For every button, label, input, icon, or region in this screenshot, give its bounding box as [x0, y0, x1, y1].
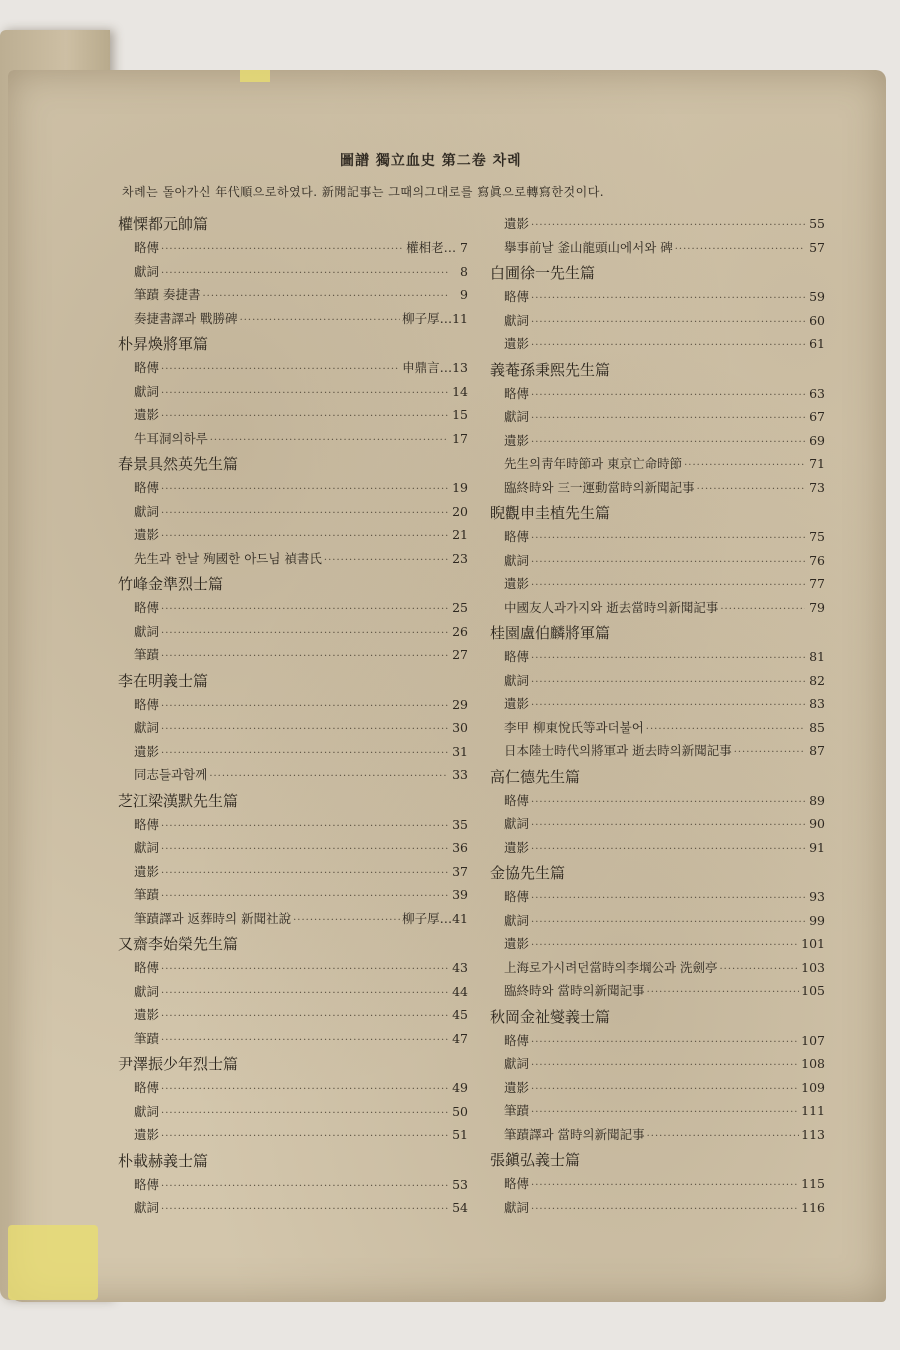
entry-label: 獻詞: [504, 672, 530, 688]
toc-entry: [118, 476, 468, 500]
entry-page-number: 14: [452, 383, 468, 399]
entry-label: 遺影: [134, 743, 160, 759]
toc-entry: [118, 693, 468, 717]
chapter-heading: 睨觀申圭植先生篇: [490, 504, 611, 522]
dot-leader: [161, 1029, 448, 1053]
dot-leader: [209, 765, 448, 789]
tape-mark-top: [240, 70, 270, 82]
entry-label: 獻詞: [134, 983, 160, 999]
entry-page-number: 79: [809, 599, 825, 615]
entry-page-number: 31: [452, 743, 468, 759]
dot-leader: [531, 838, 805, 862]
entry-label: 遺影: [504, 696, 530, 711]
entry-page-number: 77: [809, 576, 825, 591]
dot-leader: [531, 527, 805, 551]
chapter-heading: 朴昇煥將軍篇: [118, 335, 209, 353]
chapter-heading: 桂園盧伯麟將軍篇: [490, 624, 611, 642]
entry-label: 獻詞: [504, 312, 530, 328]
toc-entry: [118, 236, 468, 260]
chapter-heading: 尹澤振少年烈士篇: [118, 1055, 239, 1073]
dot-leader: [161, 742, 448, 766]
entry-page-number: 91: [809, 839, 825, 855]
entry-label: 筆蹟 奏捷書: [134, 287, 201, 302]
toc-entry: [490, 382, 825, 406]
toc-entry: [118, 956, 468, 980]
toc-entry: [490, 405, 825, 429]
dot-leader: [531, 671, 805, 695]
dot-leader: [531, 1101, 799, 1125]
chapter-heading: 權慄都元帥篇: [118, 215, 209, 233]
entry-page-number: 83: [809, 696, 825, 711]
toc-entry: [118, 813, 468, 837]
toc-entry: [490, 1052, 825, 1076]
toc-entry: [490, 596, 825, 620]
toc-entry: [118, 643, 468, 667]
dot-leader: [531, 791, 805, 815]
page-title: 圖譜 獨立血史 第二卷 차례: [340, 153, 522, 169]
entry-label: 遺影: [134, 407, 160, 422]
toc-entry: [490, 212, 825, 236]
entry-page-number: 申鼎言…13: [402, 360, 468, 375]
toc-entry: [490, 1099, 825, 1123]
entry-page-number: 44: [452, 983, 468, 999]
toc-entry: [490, 789, 825, 813]
entry-page-number: 60: [809, 312, 825, 328]
page-subtitle: 차례는 돌아가신 年代順으로하였다. 新聞記事는 그때의그대로를 寫眞으로轉寫한것이다.: [122, 185, 605, 199]
entry-page-number: 25: [452, 600, 468, 615]
dot-leader: [161, 695, 448, 719]
chapter-heading: 高仁德先生篇: [490, 767, 581, 786]
entry-page-number: 33: [452, 767, 468, 782]
entry-label: 遺影: [504, 432, 530, 448]
entry-label: 先生과 한날 殉國한 아드님 禎書氏: [134, 550, 322, 566]
chapter-heading: 芝江梁漢默先生篇: [118, 791, 239, 810]
dot-leader: [202, 285, 448, 309]
dot-leader: [531, 911, 805, 935]
entry-label: 獻詞: [504, 409, 530, 424]
toc-entry: [490, 836, 825, 860]
entry-label: 獻詞: [134, 503, 160, 519]
entry-page-number: 93: [809, 889, 825, 904]
entry-label: 筆蹟: [134, 647, 160, 662]
dot-leader: [161, 1198, 448, 1222]
dot-leader: [531, 551, 805, 575]
toc-entry: [490, 716, 825, 740]
entry-page-number: 19: [452, 480, 468, 495]
chapter-heading: 春景具然英先生篇: [118, 455, 239, 473]
dot-leader: [531, 694, 805, 718]
toc-right-column: [490, 212, 825, 1219]
entry-label: 擧事前날 釜山龍頭山에서와 碑: [504, 239, 673, 255]
toc-entry: [118, 716, 468, 740]
entry-page-number: 69: [809, 432, 825, 448]
entry-label: 獻詞: [134, 840, 160, 855]
entry-label: 獻詞: [504, 552, 530, 568]
entry-page-number: 63: [809, 385, 825, 401]
entry-label: 略傳: [134, 1176, 160, 1192]
toc-entry: [490, 452, 825, 476]
dot-leader: [646, 718, 805, 742]
entry-label: 筆蹟譯과 當時의新聞記事: [504, 1126, 645, 1142]
dot-leader: [161, 838, 448, 862]
toc-entry: [490, 236, 825, 260]
toc-entry: [118, 596, 468, 620]
entry-label: 同志들과함께: [134, 767, 208, 782]
entry-page-number: 17: [452, 430, 468, 446]
toc-entry: [490, 1172, 825, 1196]
entry-page-number: 30: [452, 720, 468, 735]
entry-label: 上海로가시려던當時의李堈公과 洗劍亭: [504, 959, 718, 975]
dot-leader: [161, 1078, 448, 1102]
toc-entry: [490, 429, 825, 453]
chapter-heading: 李在明義士篇: [118, 671, 209, 690]
dot-leader: [161, 405, 448, 429]
toc-entry: [490, 692, 825, 716]
entry-page-number: 108: [801, 1056, 825, 1071]
entry-label: 筆蹟譯과 返葬時의 新聞社說: [134, 910, 292, 926]
entry-label: 獻詞: [134, 383, 160, 399]
entry-label: 遺影: [504, 1079, 530, 1095]
entry-page-number: 54: [452, 1200, 468, 1215]
dot-leader: [240, 309, 401, 333]
toc-entry: [490, 956, 825, 980]
dot-leader: [161, 238, 404, 262]
toc-entry: [118, 260, 468, 284]
dot-leader: [161, 1005, 448, 1029]
entry-page-number: 73: [809, 479, 825, 495]
dot-leader: [675, 238, 805, 262]
dot-leader: [531, 407, 805, 431]
entry-page-number: 36: [452, 840, 468, 855]
entry-page-number: 113: [801, 1126, 825, 1142]
toc-entry: [118, 1027, 468, 1051]
entry-label: 奏捷書譯과 戰勝碑: [134, 310, 238, 326]
entry-label: 略傳: [504, 529, 530, 544]
dot-leader: [531, 814, 805, 838]
entry-page-number: 107: [801, 1032, 825, 1048]
entry-page-number: 99: [809, 912, 825, 928]
dot-leader: [161, 598, 448, 622]
toc-entry: [490, 285, 825, 309]
entry-page-number: 82: [809, 672, 825, 688]
chapter-heading: 朴載赫義士篇: [118, 1151, 209, 1170]
chapter-heading: 秋岡金祉燮義士篇: [490, 1007, 611, 1026]
entry-page-number: 105: [801, 983, 825, 998]
dot-leader: [531, 431, 805, 455]
entry-label: 筆蹟: [134, 887, 160, 902]
dot-leader: [531, 1198, 799, 1222]
entry-page-number: 109: [801, 1079, 825, 1095]
dot-leader: [210, 429, 448, 453]
entry-page-number: 9: [460, 287, 468, 302]
entry-page-number: 55: [809, 216, 825, 231]
toc-entry: [490, 1076, 825, 1100]
entry-page-number: 103: [801, 959, 825, 975]
entry-page-number: 67: [809, 409, 825, 424]
toc-entry: [490, 812, 825, 836]
entry-label: 略傳: [134, 600, 160, 615]
toc-entry: [118, 836, 468, 860]
dot-leader: [161, 885, 448, 909]
toc-entry: [118, 500, 468, 524]
entry-label: 略傳: [504, 792, 530, 808]
toc-entry: [118, 1123, 468, 1147]
entry-label: 遺影: [504, 216, 530, 231]
entry-label: 遺影: [504, 336, 530, 351]
entry-page-number: 43: [452, 960, 468, 975]
entry-page-number: 15: [452, 407, 468, 422]
entry-page-number: 29: [452, 696, 468, 712]
entry-page-number: 50: [452, 1103, 468, 1119]
toc-entry: [490, 645, 825, 669]
entry-label: 遺影: [134, 527, 160, 542]
entry-label: 獻詞: [504, 1199, 530, 1215]
toc-entry: [490, 332, 825, 356]
entry-label: 臨終時와 當時의新聞記事: [504, 983, 645, 998]
toc-entry: [490, 909, 825, 933]
entry-label: 略傳: [134, 960, 160, 975]
dot-leader: [531, 311, 805, 335]
entry-label: 略傳: [134, 1080, 160, 1095]
entry-page-number: 101: [801, 936, 825, 951]
toc-entry: [118, 883, 468, 907]
toc-entry: [490, 476, 825, 500]
toc-entry: [490, 885, 825, 909]
toc-entry: [490, 525, 825, 549]
entry-label: 略傳: [504, 889, 530, 904]
chapter-heading: 金協先生篇: [490, 864, 566, 882]
entry-page-number: 37: [452, 863, 468, 879]
entry-label: 獻詞: [504, 912, 530, 928]
toc-entry: [118, 1076, 468, 1100]
entry-page-number: 51: [452, 1127, 468, 1142]
entry-page-number: 柳子厚…41: [402, 910, 468, 926]
tape-mark: [8, 1225, 98, 1300]
entry-label: 牛耳洞의하루: [134, 430, 208, 446]
dot-leader: [161, 645, 448, 669]
entry-label: 略傳: [134, 696, 160, 712]
chapter-heading: 白圃徐一先生篇: [490, 264, 596, 282]
dot-leader: [531, 934, 799, 958]
dot-leader: [720, 598, 805, 622]
dot-leader: [647, 1125, 800, 1149]
dot-leader: [161, 815, 448, 839]
dot-leader: [161, 262, 448, 286]
entry-label: 獻詞: [504, 1056, 530, 1071]
toc-entry: [490, 669, 825, 693]
dot-leader: [531, 1031, 799, 1055]
entry-label: 遺影: [134, 1127, 160, 1142]
toc-entry: [490, 1196, 825, 1220]
entry-label: 略傳: [504, 289, 530, 304]
entry-label: 略傳: [134, 816, 160, 832]
entry-page-number: 23: [452, 550, 468, 566]
dot-leader: [161, 525, 448, 549]
dot-leader: [531, 1078, 799, 1102]
toc-entry: [490, 309, 825, 333]
toc-entry: [118, 1003, 468, 1027]
toc-entry: [118, 763, 468, 787]
entry-label: 李甲 柳東悅氏等과더불어: [504, 719, 644, 735]
entry-label: 筆蹟: [134, 1030, 160, 1046]
dot-leader: [161, 478, 448, 502]
chapter-heading: 張鎭弘義士篇: [490, 1151, 581, 1169]
dot-leader: [531, 287, 805, 311]
entry-label: 日本陸士時代의將軍과 逝去時의新聞記事: [504, 743, 732, 758]
toc-entry: [118, 283, 468, 307]
entry-label: 中國友人과가지와 逝去當時의新聞記事: [504, 599, 719, 615]
entry-page-number: 111: [801, 1103, 825, 1118]
entry-page-number: 75: [809, 529, 825, 544]
entry-label: 先生의靑年時節과 東京亡命時節: [504, 456, 683, 471]
entry-label: 遺影: [504, 576, 530, 591]
entry-label: 獻詞: [504, 816, 530, 831]
toc-entry: [118, 403, 468, 427]
entry-label: 獻詞: [134, 720, 160, 735]
toc-entry: [490, 932, 825, 956]
dot-leader: [161, 382, 448, 406]
entry-page-number: 61: [809, 336, 825, 351]
entry-page-number: 權相老… 7: [406, 240, 468, 255]
dot-leader: [293, 909, 400, 933]
entry-label: 臨終時와 三一運動當時의新聞記事: [504, 479, 695, 495]
entry-page-number: 20: [452, 503, 468, 519]
entry-page-number: 27: [452, 647, 468, 662]
toc-entry: [118, 1100, 468, 1124]
dot-leader: [531, 1054, 799, 1078]
toc-entry: [118, 307, 468, 331]
dot-leader: [720, 958, 800, 982]
dot-leader: [734, 741, 805, 765]
dot-leader: [647, 981, 800, 1005]
entry-label: 略傳: [504, 385, 530, 401]
entry-label: 略傳: [134, 480, 160, 495]
entry-label: 略傳: [504, 1032, 530, 1048]
entry-label: 遺影: [134, 1007, 160, 1022]
toc-entry: [490, 1123, 825, 1147]
dot-leader: [531, 1174, 799, 1198]
toc-entry: [118, 356, 468, 380]
entry-page-number: 59: [809, 289, 825, 304]
entry-label: 獻詞: [134, 1103, 160, 1119]
dot-leader: [531, 334, 805, 358]
toc-entry: [118, 620, 468, 644]
entry-label: 略傳: [134, 360, 160, 375]
entry-page-number: 85: [809, 719, 825, 735]
entry-page-number: 81: [809, 649, 825, 664]
entry-page-number: 柳子厚…11: [402, 310, 468, 326]
dot-leader: [161, 1125, 448, 1149]
entry-label: 略傳: [504, 1176, 530, 1191]
toc-entry: [490, 979, 825, 1003]
dot-leader: [161, 1102, 448, 1126]
toc-entry: [118, 980, 468, 1004]
toc-entry: [118, 907, 468, 931]
entry-page-number: 26: [452, 623, 468, 639]
entry-page-number: 21: [452, 527, 468, 542]
dot-leader: [531, 214, 805, 238]
entry-page-number: 89: [809, 792, 825, 808]
dot-leader: [161, 718, 448, 742]
entry-page-number: 35: [452, 816, 468, 832]
entry-page-number: 45: [452, 1007, 468, 1022]
dot-leader: [697, 478, 805, 502]
entry-label: 略傳: [504, 649, 530, 664]
toc-entry: [118, 740, 468, 764]
entry-page-number: 39: [452, 887, 468, 902]
toc-left-column: [118, 210, 468, 1220]
chapter-heading: 義菴孫秉熙先生篇: [490, 360, 611, 379]
entry-label: 遺影: [504, 936, 530, 951]
chapter-heading: 竹峰金準烈士篇: [118, 575, 224, 593]
toc-entry: [490, 572, 825, 596]
entry-label: 筆蹟: [504, 1103, 530, 1118]
toc-entry: [490, 739, 825, 763]
toc-entry: [490, 549, 825, 573]
entry-page-number: 53: [452, 1176, 468, 1192]
entry-page-number: 47: [452, 1030, 468, 1046]
dot-leader: [161, 958, 448, 982]
entry-page-number: 87: [809, 743, 825, 758]
dot-leader: [161, 982, 448, 1006]
entry-page-number: 116: [801, 1199, 825, 1215]
entry-page-number: 115: [801, 1176, 825, 1191]
dot-leader: [684, 454, 805, 478]
entry-page-number: 49: [452, 1080, 468, 1095]
dot-leader: [161, 622, 448, 646]
dot-leader: [531, 574, 805, 598]
entry-label: 獻詞: [134, 1200, 160, 1215]
entry-page-number: 76: [809, 552, 825, 568]
toc-entry: [490, 1029, 825, 1053]
entry-label: 遺影: [134, 863, 160, 879]
dot-leader: [161, 862, 448, 886]
entry-label: 略傳: [134, 240, 160, 255]
dot-leader: [161, 1175, 448, 1199]
entry-page-number: 71: [809, 456, 825, 471]
entry-page-number: 8: [460, 263, 468, 279]
dot-leader: [324, 549, 448, 573]
dot-leader: [531, 647, 805, 671]
entry-label: 獻詞: [134, 263, 160, 279]
toc-entry: [118, 427, 468, 451]
dot-leader: [531, 384, 805, 408]
entry-label: 遺影: [504, 839, 530, 855]
entry-page-number: 90: [809, 816, 825, 831]
toc-entry: [118, 1173, 468, 1197]
entry-label: 獻詞: [134, 623, 160, 639]
toc-entry: [118, 1196, 468, 1220]
chapter-heading: 又齋李始榮先生篇: [118, 935, 239, 953]
dot-leader: [161, 502, 448, 526]
toc-entry: [118, 547, 468, 571]
toc-entry: [118, 380, 468, 404]
entry-page-number: 57: [809, 239, 825, 255]
dot-leader: [161, 358, 400, 382]
toc-entry: [118, 860, 468, 884]
toc-entry: [118, 523, 468, 547]
dot-leader: [531, 887, 805, 911]
